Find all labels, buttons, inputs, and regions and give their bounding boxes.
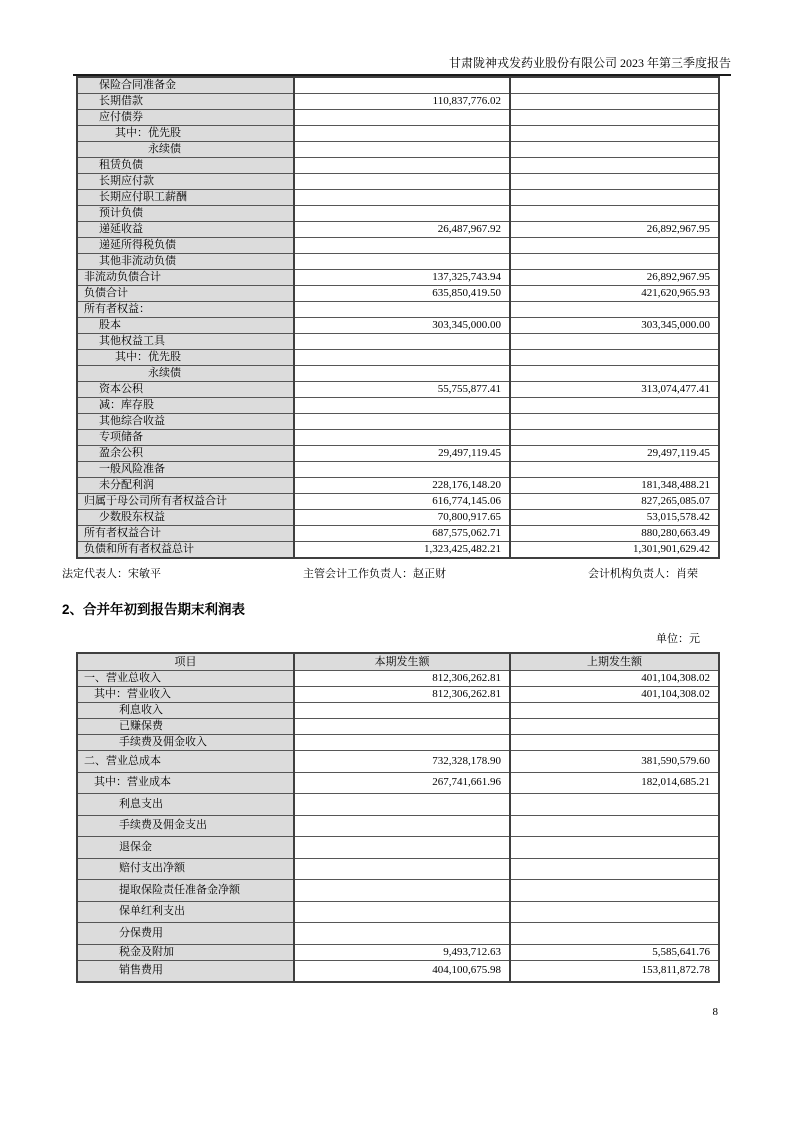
row-label: 减：库存股 xyxy=(77,398,294,414)
table-row xyxy=(77,94,719,110)
prior-period-value xyxy=(510,190,719,206)
prior-period-value xyxy=(510,158,719,174)
prior-period-value xyxy=(510,206,719,222)
prior-period-value: 303,345,000.00 xyxy=(510,318,719,334)
prior-period-value xyxy=(510,126,719,142)
table-row xyxy=(77,901,719,923)
current-period-value: 303,345,000.00 xyxy=(294,318,510,334)
table-row xyxy=(77,751,719,773)
current-period-value xyxy=(294,923,510,945)
table-row xyxy=(77,858,719,880)
current-period-value: 616,774,145.06 xyxy=(294,494,510,510)
prior-period-value: 26,892,967.95 xyxy=(510,270,719,286)
current-period-value: 9,493,712.63 xyxy=(294,944,510,960)
table-row xyxy=(77,703,719,719)
row-label: 其他综合收益 xyxy=(77,414,294,430)
prior-period-value: 421,620,965.93 xyxy=(510,286,719,302)
current-period-value xyxy=(294,398,510,414)
table-header-row xyxy=(77,653,719,671)
current-period-value xyxy=(294,794,510,816)
current-period-value: 228,176,148.20 xyxy=(294,478,510,494)
table-row xyxy=(77,158,719,174)
prior-period-value: 29,497,119.45 xyxy=(510,446,719,462)
row-label: 负债合计 xyxy=(77,286,294,302)
table-row xyxy=(77,837,719,859)
row-label: 税金及附加 xyxy=(77,944,294,960)
table-row xyxy=(77,222,719,238)
row-label: 利息收入 xyxy=(77,703,294,719)
table-row xyxy=(77,110,719,126)
table-row xyxy=(77,318,719,334)
table-row xyxy=(77,238,719,254)
page-number: 8 xyxy=(712,1005,718,1018)
current-period-value xyxy=(294,254,510,270)
row-label: 长期借款 xyxy=(77,94,294,110)
table-row xyxy=(77,923,719,945)
prior-period-value: 313,074,477.41 xyxy=(510,382,719,398)
row-label: 股本 xyxy=(77,318,294,334)
row-label: 一般风险准备 xyxy=(77,462,294,478)
row-label: 长期应付职工薪酬 xyxy=(77,190,294,206)
prior-period-value xyxy=(510,858,719,880)
row-label: 保单红利支出 xyxy=(77,901,294,923)
prior-period-value: 381,590,579.60 xyxy=(510,751,719,773)
table-row xyxy=(77,334,719,350)
row-label: 已赚保费 xyxy=(77,719,294,735)
column-header-item: 项目 xyxy=(77,653,294,671)
prior-period-value xyxy=(510,837,719,859)
row-label: 递延收益 xyxy=(77,222,294,238)
table-row xyxy=(77,478,719,494)
prior-period-value: 401,104,308.02 xyxy=(510,671,719,687)
prior-period-value: 181,348,488.21 xyxy=(510,478,719,494)
table-row xyxy=(77,430,719,446)
table-row xyxy=(77,366,719,382)
current-period-value xyxy=(294,901,510,923)
current-period-value: 26,487,967.92 xyxy=(294,222,510,238)
current-period-value: 404,100,675.98 xyxy=(294,960,510,982)
row-label: 归属于母公司所有者权益合计 xyxy=(77,494,294,510)
row-label: 资本公积 xyxy=(77,382,294,398)
row-label: 利息支出 xyxy=(77,794,294,816)
row-label: 非流动负债合计 xyxy=(77,270,294,286)
prior-period-value: 182,014,685.21 xyxy=(510,772,719,794)
current-period-value xyxy=(294,430,510,446)
prior-period-value xyxy=(510,414,719,430)
table-row xyxy=(77,190,719,206)
row-label: 未分配利润 xyxy=(77,478,294,494)
prior-period-value xyxy=(510,735,719,751)
current-period-value xyxy=(294,703,510,719)
row-label: 其中：优先股 xyxy=(77,350,294,366)
row-label: 其中：营业成本 xyxy=(77,772,294,794)
current-period-value: 137,325,743.94 xyxy=(294,270,510,286)
table-row xyxy=(77,206,719,222)
prior-period-value xyxy=(510,398,719,414)
current-period-value xyxy=(294,142,510,158)
prior-period-value xyxy=(510,880,719,902)
row-label: 长期应付款 xyxy=(77,174,294,190)
prior-period-value xyxy=(510,142,719,158)
row-label: 分保费用 xyxy=(77,923,294,945)
row-label: 手续费及佣金收入 xyxy=(77,735,294,751)
prior-period-value: 153,811,872.78 xyxy=(510,960,719,982)
table-row xyxy=(77,398,719,414)
current-period-value: 110,837,776.02 xyxy=(294,94,510,110)
column-header-current-period: 本期发生额 xyxy=(294,653,510,671)
table-row xyxy=(77,794,719,816)
table-row xyxy=(77,494,719,510)
current-period-value: 267,741,661.96 xyxy=(294,772,510,794)
current-period-value xyxy=(294,350,510,366)
table-row xyxy=(77,446,719,462)
row-label: 其中：营业收入 xyxy=(77,687,294,703)
row-label: 提取保险责任准备金净额 xyxy=(77,880,294,902)
row-label: 赔付支出净额 xyxy=(77,858,294,880)
current-period-value: 29,497,119.45 xyxy=(294,446,510,462)
prior-period-value: 401,104,308.02 xyxy=(510,687,719,703)
row-label: 一、营业总收入 xyxy=(77,671,294,687)
current-period-value xyxy=(294,735,510,751)
row-label: 少数股东权益 xyxy=(77,510,294,526)
table-row xyxy=(77,77,719,94)
prior-period-value xyxy=(510,719,719,735)
table-row xyxy=(77,254,719,270)
current-period-value xyxy=(294,158,510,174)
prior-period-value xyxy=(510,77,719,94)
current-period-value: 687,575,062.71 xyxy=(294,526,510,542)
accounting-department-head-label: 会计机构负责人：肖荣 xyxy=(588,568,698,580)
report-title: 甘肃陇神戎发药业股份有限公司 2023 年第三季度报告 xyxy=(448,56,731,70)
prior-period-value: 26,892,967.95 xyxy=(510,222,719,238)
table-row xyxy=(77,880,719,902)
table-row xyxy=(77,142,719,158)
current-period-value: 635,850,419.50 xyxy=(294,286,510,302)
row-label: 负债和所有者权益总计 xyxy=(77,542,294,559)
table-row xyxy=(77,719,719,735)
prior-period-value xyxy=(510,923,719,945)
row-label: 二、营业总成本 xyxy=(77,751,294,773)
current-period-value xyxy=(294,174,510,190)
row-label: 销售费用 xyxy=(77,960,294,982)
row-label: 永续债 xyxy=(77,142,294,158)
table-row xyxy=(77,414,719,430)
table-row xyxy=(77,174,719,190)
section-2-title: 2、合并年初到报告期末利润表 xyxy=(62,602,246,617)
table-row xyxy=(77,671,719,687)
current-period-value xyxy=(294,462,510,478)
prior-period-value xyxy=(510,174,719,190)
current-period-value: 812,306,262.81 xyxy=(294,671,510,687)
table-row xyxy=(77,126,719,142)
income-statement-table xyxy=(76,652,720,983)
row-label: 盈余公积 xyxy=(77,446,294,462)
table-row xyxy=(77,687,719,703)
prior-period-value xyxy=(510,815,719,837)
current-period-value xyxy=(294,238,510,254)
table-row xyxy=(77,302,719,318)
row-label: 手续费及佣金支出 xyxy=(77,815,294,837)
column-header-prior-period: 上期发生额 xyxy=(510,653,719,671)
row-label: 所有者权益： xyxy=(77,302,294,318)
prior-period-value xyxy=(510,901,719,923)
current-period-value xyxy=(294,190,510,206)
table-row xyxy=(77,286,719,302)
current-period-value xyxy=(294,126,510,142)
current-period-value: 1,323,425,482.21 xyxy=(294,542,510,559)
row-label: 递延所得税负债 xyxy=(77,238,294,254)
table-row xyxy=(77,772,719,794)
row-label: 预计负债 xyxy=(77,206,294,222)
table-row xyxy=(77,960,719,982)
table-row xyxy=(77,510,719,526)
prior-period-value xyxy=(510,238,719,254)
table-row xyxy=(77,382,719,398)
table-row xyxy=(77,815,719,837)
balance-sheet-body xyxy=(77,77,719,558)
current-period-value: 55,755,877.41 xyxy=(294,382,510,398)
income-statement-body xyxy=(77,671,719,982)
prior-period-value xyxy=(510,110,719,126)
prior-period-value xyxy=(510,794,719,816)
prior-period-value xyxy=(510,254,719,270)
current-period-value xyxy=(294,719,510,735)
row-label: 专项储备 xyxy=(77,430,294,446)
chief-accounting-officer-label: 主管会计工作负责人：赵正财 xyxy=(303,568,446,580)
table-row xyxy=(77,542,719,559)
current-period-value xyxy=(294,414,510,430)
prior-period-value: 1,301,901,629.42 xyxy=(510,542,719,559)
unit-label: 单位：元 xyxy=(656,633,700,645)
row-label: 租赁负债 xyxy=(77,158,294,174)
current-period-value xyxy=(294,880,510,902)
current-period-value: 70,800,917.65 xyxy=(294,510,510,526)
prior-period-value xyxy=(510,703,719,719)
current-period-value xyxy=(294,815,510,837)
current-period-value xyxy=(294,334,510,350)
current-period-value xyxy=(294,77,510,94)
row-label: 退保金 xyxy=(77,837,294,859)
prior-period-value xyxy=(510,430,719,446)
current-period-value xyxy=(294,837,510,859)
current-period-value xyxy=(294,302,510,318)
row-label: 其他权益工具 xyxy=(77,334,294,350)
prior-period-value xyxy=(510,462,719,478)
legal-representative-label: 法定代表人：宋敏平 xyxy=(62,568,161,580)
table-row xyxy=(77,735,719,751)
row-label: 应付债券 xyxy=(77,110,294,126)
prior-period-value xyxy=(510,366,719,382)
current-period-value xyxy=(294,206,510,222)
current-period-value xyxy=(294,858,510,880)
row-label: 保险合同准备金 xyxy=(77,77,294,94)
prior-period-value: 880,280,663.49 xyxy=(510,526,719,542)
current-period-value xyxy=(294,110,510,126)
table-row xyxy=(77,350,719,366)
prior-period-value: 827,265,085.07 xyxy=(510,494,719,510)
prior-period-value xyxy=(510,302,719,318)
prior-period-value xyxy=(510,350,719,366)
current-period-value: 732,328,178.90 xyxy=(294,751,510,773)
prior-period-value xyxy=(510,334,719,350)
table-row xyxy=(77,270,719,286)
current-period-value: 812,306,262.81 xyxy=(294,687,510,703)
row-label: 所有者权益合计 xyxy=(77,526,294,542)
row-label: 其他非流动负债 xyxy=(77,254,294,270)
prior-period-value xyxy=(510,94,719,110)
current-period-value xyxy=(294,366,510,382)
balance-sheet-table xyxy=(76,76,720,559)
prior-period-value: 53,015,578.42 xyxy=(510,510,719,526)
table-row xyxy=(77,462,719,478)
prior-period-value: 5,585,641.76 xyxy=(510,944,719,960)
table-row xyxy=(77,526,719,542)
document-header xyxy=(73,56,731,76)
row-label: 永续债 xyxy=(77,366,294,382)
row-label: 其中：优先股 xyxy=(77,126,294,142)
table-row xyxy=(77,944,719,960)
signature-line xyxy=(62,567,720,581)
